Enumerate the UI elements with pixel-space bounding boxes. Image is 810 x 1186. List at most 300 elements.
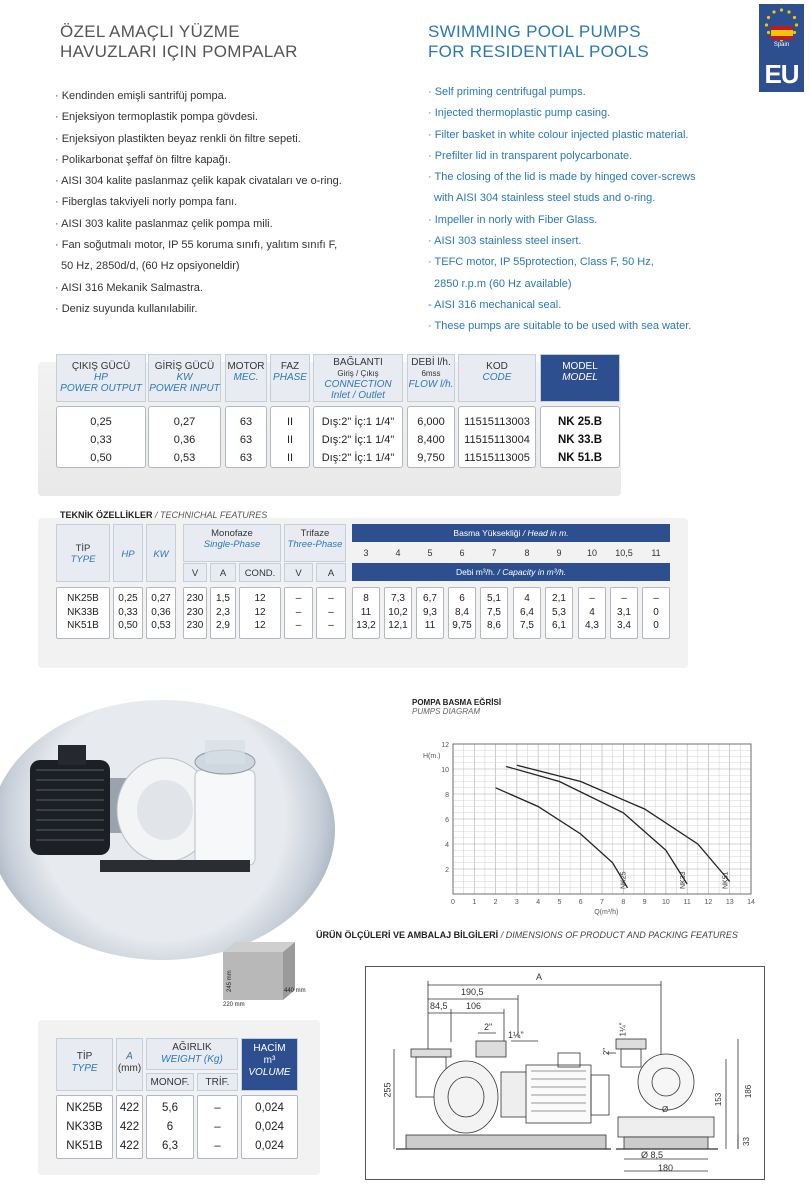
packing-cell: 6,3 [162,1140,178,1152]
tech-tri-en: Three-Phase [287,539,343,550]
header-en2: POWER INPUT [149,383,220,394]
packing-cell: 5,6 [162,1102,178,1114]
model-table-column [407,406,455,468]
head-value: 3 [363,548,369,558]
tech-sub-header: A [327,568,335,579]
feature-tr-item: · Enjeksiyon termoplastik pompa gövdesi. [55,111,258,124]
model-table-cell: Dış:2" İç:1 1/4" [321,416,395,428]
tech-cell: 4 [524,593,530,604]
feature-en-item: · AISI 303 stainless steel insert. [428,235,582,248]
tech-cell: 10,2 [388,606,408,618]
model-table-column [458,406,536,468]
dim-106: 106 [466,1001,482,1011]
tech-tri: Trifaze [300,528,330,539]
feature-en-item: · TEFC motor, IP 55protection, Class F, 50 Hz, [428,256,654,269]
feature-en-item: · Prefilter lid in transparent polycarbonate. [428,149,633,162]
model-table-header [225,354,267,402]
tech-header-cell [284,524,346,562]
model-table-cell: 63 [239,416,253,428]
tech-cell: 6 [459,593,465,604]
header-sub: Giriş / Çıkış [337,369,379,378]
tech-column [610,587,638,639]
tech-cell: 0,36 [151,606,171,618]
tech-cell: 11 [424,620,436,631]
box-dimension-figure [205,938,325,1020]
tech-cell: 8,4 [455,606,469,618]
header-en: PHASE [273,372,307,383]
model-table-header [56,354,146,402]
model-table-header [407,354,455,402]
header-sub: 6mss [421,369,441,378]
dim-phi: Ø [662,1105,669,1114]
tech-title-tr: TEKNİK ÖZELLİKLER [60,510,153,520]
header-en2: POWER OUTPUT [60,383,142,394]
tech-mono: Monofaze [211,528,253,539]
x-tick-label: 14 [747,899,755,906]
feature-en-item: 2850 r.p.m (60 Hz available) [434,277,572,290]
tech-cell: 0,53 [151,620,171,631]
series-label: NK51 [722,871,730,889]
tech-header-cell [239,563,281,582]
flow-label-en: / Capacity in m³/h. [497,567,567,577]
header-tr: MODEL [562,361,598,372]
technical-drawing [365,966,765,1180]
tech-cell: NK33B [67,606,99,618]
tech-cell: NK51B [67,620,99,631]
header-en: CONNECTION [324,379,392,390]
feature-tr-item: 50 Hz, 2850d/d, (60 Hz opsiyoneldir) [61,260,240,273]
packing-header-cell [146,1073,194,1091]
feature-en-item: · The closing of the lid is made by hinged cover-screws [428,171,696,184]
pk-volume: HACİM [253,1043,286,1054]
x-tick-label: 12 [704,899,713,906]
diagram-title: POMPA BASMA EĞRİSİ [412,698,502,707]
tech-head-bar [352,524,670,542]
head-label-en: / Head in m. [522,528,569,538]
header-tr: BAĞLANTI [333,357,383,368]
packing-cell: NK51B [66,1140,103,1152]
header-tr: GİRİŞ GÜCÜ [154,361,215,372]
feature-en-item: · Filter basket in white colour injected plastic material. [428,128,689,141]
packing-header-cell [197,1073,238,1091]
dim-153: 153 [714,1092,724,1107]
model-table-cell: 0,33 [90,434,112,446]
tech-cell: 2,9 [216,620,230,631]
packing-cell: 422 [119,1140,140,1152]
model-table-column [56,406,146,468]
tech-cell: 2,1 [552,593,566,604]
feature-en-item: · Injected thermoplastic pump casing. [428,107,611,120]
packing-column [56,1095,113,1159]
tech-cell: 11 [360,606,372,618]
pk-tip: TİP [76,1051,93,1062]
packing-column [146,1095,194,1159]
tech-cell: 4,3 [585,620,599,631]
tech-cell: 12 [254,606,266,618]
header-en: KW [176,372,193,383]
tech-cell: 6,1 [552,620,566,631]
header-en: HP [94,372,108,383]
tech-column [416,587,444,639]
head-value: 6 [459,548,465,558]
feature-en-item: · These pumps are suitable to be used with sea water. [428,320,692,333]
pump-diagram [409,722,771,917]
packing-title [316,930,738,940]
packing-header-cell [56,1038,113,1091]
features-list-en [428,82,758,338]
model-table-cell: 63 [239,452,253,464]
header-en2: Inlet / Outlet [331,390,385,401]
tech-cell: – [295,593,302,604]
tech-header-cell [113,524,143,582]
tech-cell: – [328,606,334,618]
title-en-line1: SWIMMING POOL PUMPS [428,22,641,41]
tech-cell: 9,75 [452,620,472,631]
tech-column [545,587,573,639]
model-table-header [148,354,221,402]
packing-cell: 422 [119,1121,140,1133]
x-tick-label: 4 [536,899,541,906]
title-turkish [60,22,380,62]
dim-33: 33 [741,1137,751,1146]
tech-cell: – [328,620,334,631]
feature-tr-item: · AISI 303 kalite paslanmaz çelik pompa mili. [55,217,273,230]
feature-tr-item: · AISI 316 Mekanik Salmastra. [55,281,203,294]
head-value: 9 [556,548,562,558]
pk-mm: (mm) [117,1063,142,1074]
tech-column [642,587,670,639]
tech-cell: 0,25 [118,593,138,604]
packing-title-en: / DIMENSIONS OF PRODUCT AND PACKING FEATURES [500,930,738,940]
header-en: FLOW l/h. [408,379,454,390]
dim-190: 190,5 [461,987,484,997]
x-tick-label: 2 [493,899,498,906]
model-table-cell: 0,36 [173,434,196,446]
packing-cell: 6 [166,1121,174,1133]
tech-cell: – [621,593,627,604]
y-tick-label: 4 [445,842,449,849]
tech-cell: 0 [653,606,659,618]
x-tick-label: 0 [451,899,455,906]
packing-cell: – [214,1102,221,1114]
feature-tr-item: · Enjeksiyon plastikten beyaz renkli ön filtre sepeti. [55,132,301,145]
model-table-cell: 0,50 [90,452,112,464]
packing-cell: – [214,1140,221,1152]
tech-tip: TİP [75,543,91,554]
model-table-header [458,354,536,402]
feature-tr-item: · Deniz suyunda kullanılabilir. [55,302,198,315]
tech-cell: 3,4 [617,620,631,631]
tech-sub-header: A [219,568,227,579]
y-tick-label: 6 [445,817,449,824]
header-tr: DEBİ l/h. [411,357,451,368]
model-table-cell: NK 33.B [557,434,603,446]
x-axis-label: Q(m³/h) [594,909,619,916]
dim-a: A [536,972,543,982]
tech-header-cell [183,563,207,582]
tech-column [239,587,281,639]
tech-cell: 4 [589,606,595,618]
tech-cell: NK25B [67,593,99,604]
badge-eu-label: EU [764,59,799,89]
title-tr-line2: HAVUZLARI IÇIN POMPALAR [60,42,298,61]
head-value: 11 [651,548,661,558]
pump-illustration-icon [0,700,335,960]
x-tick-label: 7 [600,899,604,906]
feature-en-item: with AISI 304 stainless steel studs and o-ring. [434,192,656,205]
tech-cell: 230 [186,620,204,631]
tech-column [284,587,313,639]
pk-monof: MONOF. [150,1077,190,1088]
head-value: 4 [395,548,401,558]
model-table-column [270,406,310,468]
tech-header-cell [56,524,110,582]
y-tick-label: 10 [441,767,449,774]
head-value: 10,5 [615,548,633,558]
tech-title-en: / TECHNICHAL FEATURES [155,510,268,520]
x-tick-label: 5 [557,899,562,906]
title-en-line2: FOR RESIDENTIAL POOLS [428,42,650,61]
model-table-cell: II [286,452,294,464]
dim-255: 255 [382,1082,393,1098]
tech-cell: 6,7 [423,593,437,604]
model-table-cell: 63 [239,434,253,446]
tech-column [513,587,541,639]
spain-flag-icon [771,26,793,40]
feature-tr-item: · AISI 304 kalite paslanmaz çelik kapak civataları ve o-ring. [55,175,342,188]
tech-column [56,587,110,639]
model-table-column [540,406,620,468]
x-tick-label: 8 [621,899,626,906]
y-tick-label: 12 [441,742,449,749]
header-en: CODE [482,372,512,383]
head-value: 8 [524,548,530,558]
packing-cell: 0,024 [255,1102,284,1114]
model-table-cell: 11515113004 [464,434,530,446]
title-english [428,22,728,62]
tech-cell: 9,3 [423,606,437,618]
tech-cell: 0,27 [151,593,171,604]
header-en: MEC. [233,372,259,383]
pump-photo [0,700,335,960]
tech-sub-header: V [191,568,199,579]
tech-cell: 8 [363,593,369,604]
tech-column [480,587,508,639]
tech-column [578,587,606,639]
pk-weight-en: WEIGHT (Kg) [161,1054,223,1065]
tech-column [183,587,207,639]
head-value: 5 [427,548,433,558]
header-tr: FAZ [280,361,300,372]
tech-cell: – [295,606,302,618]
x-tick-label: 3 [514,899,519,906]
model-table-cell: 6,000 [417,416,445,428]
series-label: NK33 [680,871,688,889]
box-length-label: 440 mm [284,988,306,994]
packing-cell: – [214,1121,221,1133]
packing-cell: NK25B [66,1102,103,1114]
tech-column [448,587,476,639]
tech-sub-header: COND. [244,568,276,579]
tech-hp: HP [121,549,135,560]
dim-180: 180 [658,1163,674,1173]
packing-header-cell [116,1038,143,1091]
series-label: NK25 [620,871,628,889]
model-table-column [148,406,221,468]
tech-mono-en: Single-Phase [203,539,261,550]
tech-cell: 6,4 [520,606,534,618]
x-tick-label: 11 [683,899,691,906]
tech-cell: 1,5 [216,593,230,604]
model-table-column [313,406,403,468]
features-list-tr [55,86,395,320]
tech-header-cell [146,524,176,582]
tech-cell: – [653,593,659,604]
header-tr: MOTOR [227,361,265,372]
x-tick-label: 1 [472,899,477,906]
model-table-cell: Dış:2" İç:1 1/4" [321,452,395,464]
box-width-label: 220 mm [223,1002,245,1008]
tech-flow-bar [352,563,670,581]
header-en: MODEL [562,372,598,383]
tech-column [146,587,176,639]
tech-cell: 0,50 [118,620,138,631]
feature-en-item: · Self priming centrifugal pumps. [428,86,586,98]
packing-cell: 422 [119,1102,140,1114]
pk-type: TYPE [71,1063,98,1074]
packing-header-cell [146,1038,238,1070]
model-table-header [313,354,403,402]
tech-cell: 0,33 [118,606,138,618]
tech-cell: 12 [254,620,266,631]
head-value: 10 [586,548,597,558]
tech-cell: 5,3 [552,606,566,618]
tech-column [352,587,380,639]
model-table-column [225,406,267,468]
dim-1-1-4in: 1¼" [508,1030,524,1040]
feature-tr-item: · Fiberglas takviyeli norly pompa fanı. [55,196,238,209]
x-tick-label: 13 [725,899,734,906]
tech-cell: – [295,620,302,631]
tech-title [60,510,267,520]
model-table-cell: 9,750 [417,452,445,464]
model-table-cell: 0,25 [90,416,112,428]
eu-badge [759,4,804,92]
tech-cell: 7,5 [487,606,501,618]
tech-kw: KW [153,549,169,560]
model-table-cell: 11515113005 [464,452,530,464]
tech-cell: 7,5 [520,620,534,631]
dim-side-2in: 2" [602,1047,612,1056]
model-table-cell: II [286,416,294,428]
tech-header-cell [210,563,236,582]
packing-cell: 0,024 [255,1121,284,1133]
badge-country: Spain [773,42,790,48]
packing-cell: NK33B [66,1121,103,1133]
tech-cell: – [328,593,334,604]
model-table-cell: 0,53 [173,452,196,464]
drawing-svg [366,967,766,1181]
feature-tr-item: · Kendinden emişli santrifüj pompa. [55,90,227,102]
tech-header-cell [284,563,313,582]
title-tr-line1: ÖZEL AMAÇLI YÜZME [60,22,240,41]
dim-dia-8-5: Ø 8,5 [641,1150,664,1160]
tech-cell: 3,1 [617,606,631,618]
packing-column [116,1095,143,1159]
packing-column [241,1095,298,1159]
dim-84: 84,5 [430,1001,448,1011]
y-tick-label: 8 [445,792,449,799]
pk-volume-en: VOLUME [248,1067,291,1078]
header-tr: ÇIKIŞ GÜCÜ [71,361,131,372]
tech-cell: 230 [186,606,204,618]
dim-186: 186 [744,1084,754,1099]
packing-cell: 0,024 [255,1140,284,1152]
x-tick-label: 10 [661,899,670,906]
y-tick-label: 2 [445,867,449,874]
tech-type: TYPE [70,554,96,565]
header-tr: KOD [486,361,508,372]
packing-title-tr: ÜRÜN ÖLÇÜLERİ VE AMBALAJ BİLGİLERİ [316,930,499,940]
y-axis-label: H(m.) [423,753,441,760]
dim-side-1-1-4in: 1¼" [618,1022,628,1037]
tech-cell: 230 [186,593,204,604]
packing-header-cell [241,1038,298,1091]
dim-2in: 2" [484,1022,493,1032]
feature-tr-item: · Polikarbonat şeffaf ön filtre kapağı. [55,153,231,166]
tech-column [210,587,236,639]
diagram-subtitle: PUMPS DIAGRAM [412,707,481,716]
pk-weight: AĞIRLIK [172,1042,212,1053]
tech-cell: 13,2 [356,620,376,631]
tech-header-cell [316,563,346,582]
tech-column [384,587,412,639]
model-table-cell: II [286,434,294,446]
feature-en-item: · Impeller in norly with Fiber Glass. [428,213,598,226]
tech-header-cell [183,524,281,562]
model-table-cell: 11515113003 [464,416,530,428]
pump-diagram-chart [409,722,771,917]
head-label: Basma Yüksekliği [453,528,521,538]
model-table-header [540,354,620,402]
tech-cell: 2,3 [216,606,230,618]
tech-cell: 8,6 [487,620,501,631]
tech-cell: 5,1 [487,593,501,604]
pk-volume-unit: m³ [263,1055,276,1066]
tech-sub-header: V [295,568,302,579]
flow-label: Debi m³/h. [455,567,496,577]
tech-cell: 7,3 [391,593,405,604]
tech-cell: 12 [254,593,266,604]
tech-column [316,587,346,639]
model-table-cell: Dış:2" İç:1 1/4" [321,434,395,446]
model-table-cell: NK 51.B [557,452,603,464]
head-value: 7 [491,548,497,558]
model-table-cell: 0,27 [173,416,196,428]
x-tick-label: 9 [642,899,647,906]
model-table-header [270,354,310,402]
tech-cell: 12,1 [388,620,408,631]
tech-cell: – [589,593,595,604]
tech-column [113,587,143,639]
feature-en-item: - AISI 316 mechanical seal. [428,298,562,311]
feature-tr-item: · Fan soğutmalı motor, IP 55 koruma sınıfı, yalıtım sınıfı F, [55,239,338,252]
x-tick-label: 6 [578,899,583,906]
model-table-cell: NK 25.B [557,416,603,428]
tech-cell: 0 [653,620,659,631]
box-height-label: 245 mm [227,970,233,992]
pk-trif: TRİF. [205,1077,230,1088]
